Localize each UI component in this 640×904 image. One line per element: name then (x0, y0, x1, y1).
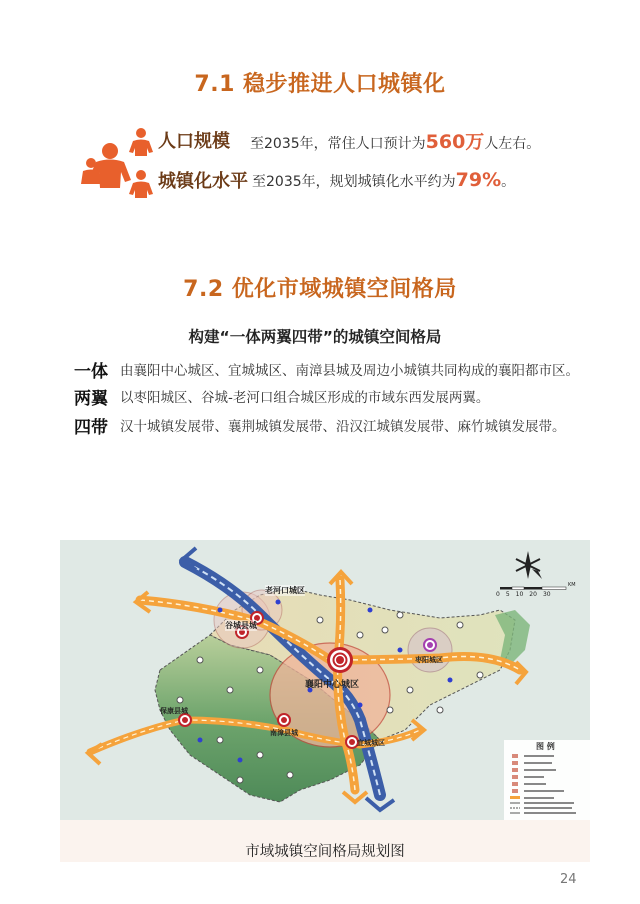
pattern-row-four-belts (74, 413, 566, 437)
stat-text (250, 127, 540, 154)
scale-tick: 5 (505, 591, 510, 598)
map-label-gucheng: 谷城县城 (225, 621, 257, 630)
scale-tick: 0 (496, 591, 500, 598)
pattern-text: 汉十城镇发展带、襄荆城镇发展带、沿汉江城镇发展带、麻竹城镇发展带。 (120, 419, 566, 435)
stat-row-population (158, 125, 540, 155)
map-label-yicheng: 宜城城区 (357, 739, 385, 747)
map-legend (504, 740, 590, 820)
map-label-baokang: 保康县城 (160, 707, 188, 715)
people-family-icon (68, 122, 158, 202)
pattern-key: 四带 (74, 417, 108, 438)
pattern-text: 以枣阳城区、谷城-老河口组合城区形成的市域东西发展两翼。 (120, 390, 490, 406)
legend-title: 图 例 (536, 742, 555, 751)
pattern-key: 两翼 (74, 388, 108, 409)
stat-row-urbanization (158, 165, 515, 195)
stat-text-after: 人左右。 (484, 135, 541, 152)
stat-text (252, 169, 515, 191)
spatial-pattern-map (60, 540, 590, 820)
scale-tick: 30 (542, 591, 551, 598)
stat-highlight: 560万 (425, 130, 485, 153)
stat-label: 城镇化水平 (158, 171, 248, 192)
page-number: 24 (560, 872, 577, 887)
scale-tick: 10 (515, 591, 524, 598)
pattern-text: 由襄阳中心城区、宜城城区、南漳县城及周边小城镇共同构成的襄阳都市区。 (120, 363, 579, 379)
map-label-zaoyang: 枣阳城区 (415, 656, 443, 664)
scale-unit: KM (568, 582, 576, 588)
stat-text-before: 至2035年，常住人口预计为 (250, 135, 426, 152)
scale-ticks (496, 591, 551, 598)
stat-text-before: 至2035年，规划城镇化水平约为 (252, 174, 456, 190)
stat-label: 人口规模 (158, 131, 230, 152)
stat-highlight: 79% (455, 169, 502, 191)
scale-tick: 20 (529, 591, 537, 598)
section-title-spatial-pattern: 7.2 优化市域城镇空间格局 (183, 277, 457, 302)
section-subtitle: 构建“一体两翼四带”的城镇空间格局 (188, 328, 442, 346)
pattern-key: 一体 (74, 361, 108, 382)
pattern-row-one-body (74, 357, 579, 381)
map-label-xiangyang: 襄阳中心城区 (305, 680, 360, 690)
pattern-row-two-wings (74, 384, 489, 408)
stat-text-after: 。 (501, 174, 516, 190)
map-label-laohekou: 老河口城区 (265, 586, 305, 595)
xiangyang-center-marker (327, 647, 353, 673)
section-title-population: 7.1 稳步推进人口城镇化 (194, 72, 446, 97)
map-label-nanzhang: 南漳县城 (270, 729, 298, 737)
scale-bar (500, 587, 566, 590)
map-caption: 市域城镇空间格局规划图 (60, 820, 590, 862)
